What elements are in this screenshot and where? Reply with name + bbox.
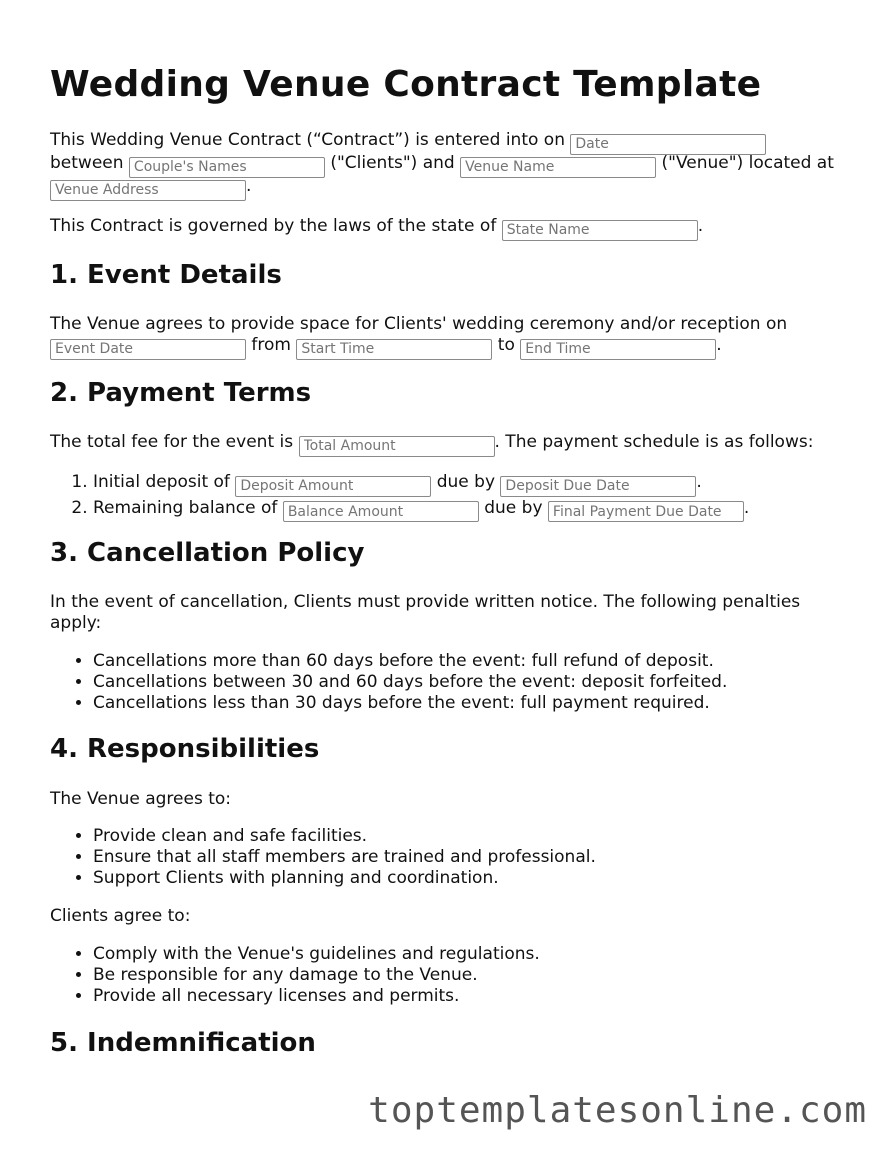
list-item: • Cancellations less than 30 days before the event: full payment required.: [93, 693, 850, 714]
intro-line-1: This Wedding Venue Contract (“Contract”) is entered into on Date: [50, 129, 766, 155]
section-heading-indemnification: 5. Indemnification: [50, 1028, 316, 1058]
start-time-input[interactable]: [296, 339, 492, 360]
list-item: 2. Remaining balance of Balance Amount due by Final Payment Due Date .: [93, 497, 850, 523]
section-heading-cancellation-policy: 3. Cancellation Policy: [50, 538, 365, 568]
cancellation-list: [50, 651, 850, 714]
site-watermark: toptemplatesonline.com: [368, 1090, 867, 1131]
venue-responsibilities-list: [50, 826, 850, 889]
clients-agree-intro: Clients agree to:: [50, 906, 191, 926]
state-name-input[interactable]: [502, 220, 698, 241]
venue-address-input[interactable]: [50, 180, 246, 201]
document-title: Wedding Venue Contract Template: [50, 64, 762, 105]
event-details-text: The Venue agrees to provide space for Clients' wedding ceremony and/or reception on: [50, 314, 788, 334]
clients-responsibilities-list: [50, 944, 850, 1007]
final-payment-due-date-input[interactable]: [548, 501, 744, 522]
list-item: 1. Initial deposit of Deposit Amount due by Deposit Due Date .: [93, 471, 850, 497]
section-heading-payment-terms: 2. Payment Terms: [50, 378, 312, 408]
deposit-amount-input[interactable]: [235, 476, 431, 497]
payment-schedule-list: [50, 471, 850, 522]
list-item: • Cancellations more than 60 days before the event: full refund of deposit.: [93, 651, 850, 672]
list-item: • Be responsible for any damage to the Venue.: [93, 965, 850, 986]
payment-total-line: The total fee for the event is Total Amount . The payment schedule is as follows:: [50, 431, 813, 457]
list-item: • Provide all necessary licenses and permits.: [93, 986, 850, 1007]
total-amount-input[interactable]: [299, 436, 495, 457]
deposit-due-date-input[interactable]: [500, 476, 696, 497]
venue-name-input[interactable]: [460, 157, 656, 178]
section-heading-event-details: 1. Event Details: [50, 260, 282, 290]
governing-law: This Contract is governed by the laws of the state of State Name .: [50, 215, 703, 241]
cancellation-text-2: apply:: [50, 613, 102, 633]
balance-amount-input[interactable]: [283, 501, 479, 522]
event-date-input[interactable]: [50, 339, 246, 360]
list-item: • Support Clients with planning and coordination.: [93, 868, 850, 889]
intro-line-3: Venue Address.: [50, 175, 251, 201]
list-item: • Provide clean and safe facilities.: [93, 826, 850, 847]
list-item: • Ensure that all staff members are trained and professional.: [93, 847, 850, 868]
intro-line-2: between Couple's Names ("Clients") and Venue Name ("Venue") located at: [50, 152, 834, 178]
venue-agrees-intro: The Venue agrees to:: [50, 789, 231, 809]
end-time-input[interactable]: [520, 339, 716, 360]
cancellation-text-1: In the event of cancellation, Clients must provide written notice. The following penalties: [50, 592, 801, 612]
list-item: • Cancellations between 30 and 60 days before the event: deposit forfeited.: [93, 672, 850, 693]
event-details-line-2: Event Date from Start Time to End Time .: [50, 334, 722, 360]
list-item: • Comply with the Venue's guidelines and regulations.: [93, 944, 850, 965]
section-heading-responsibilities: 4. Responsibilities: [50, 734, 320, 764]
